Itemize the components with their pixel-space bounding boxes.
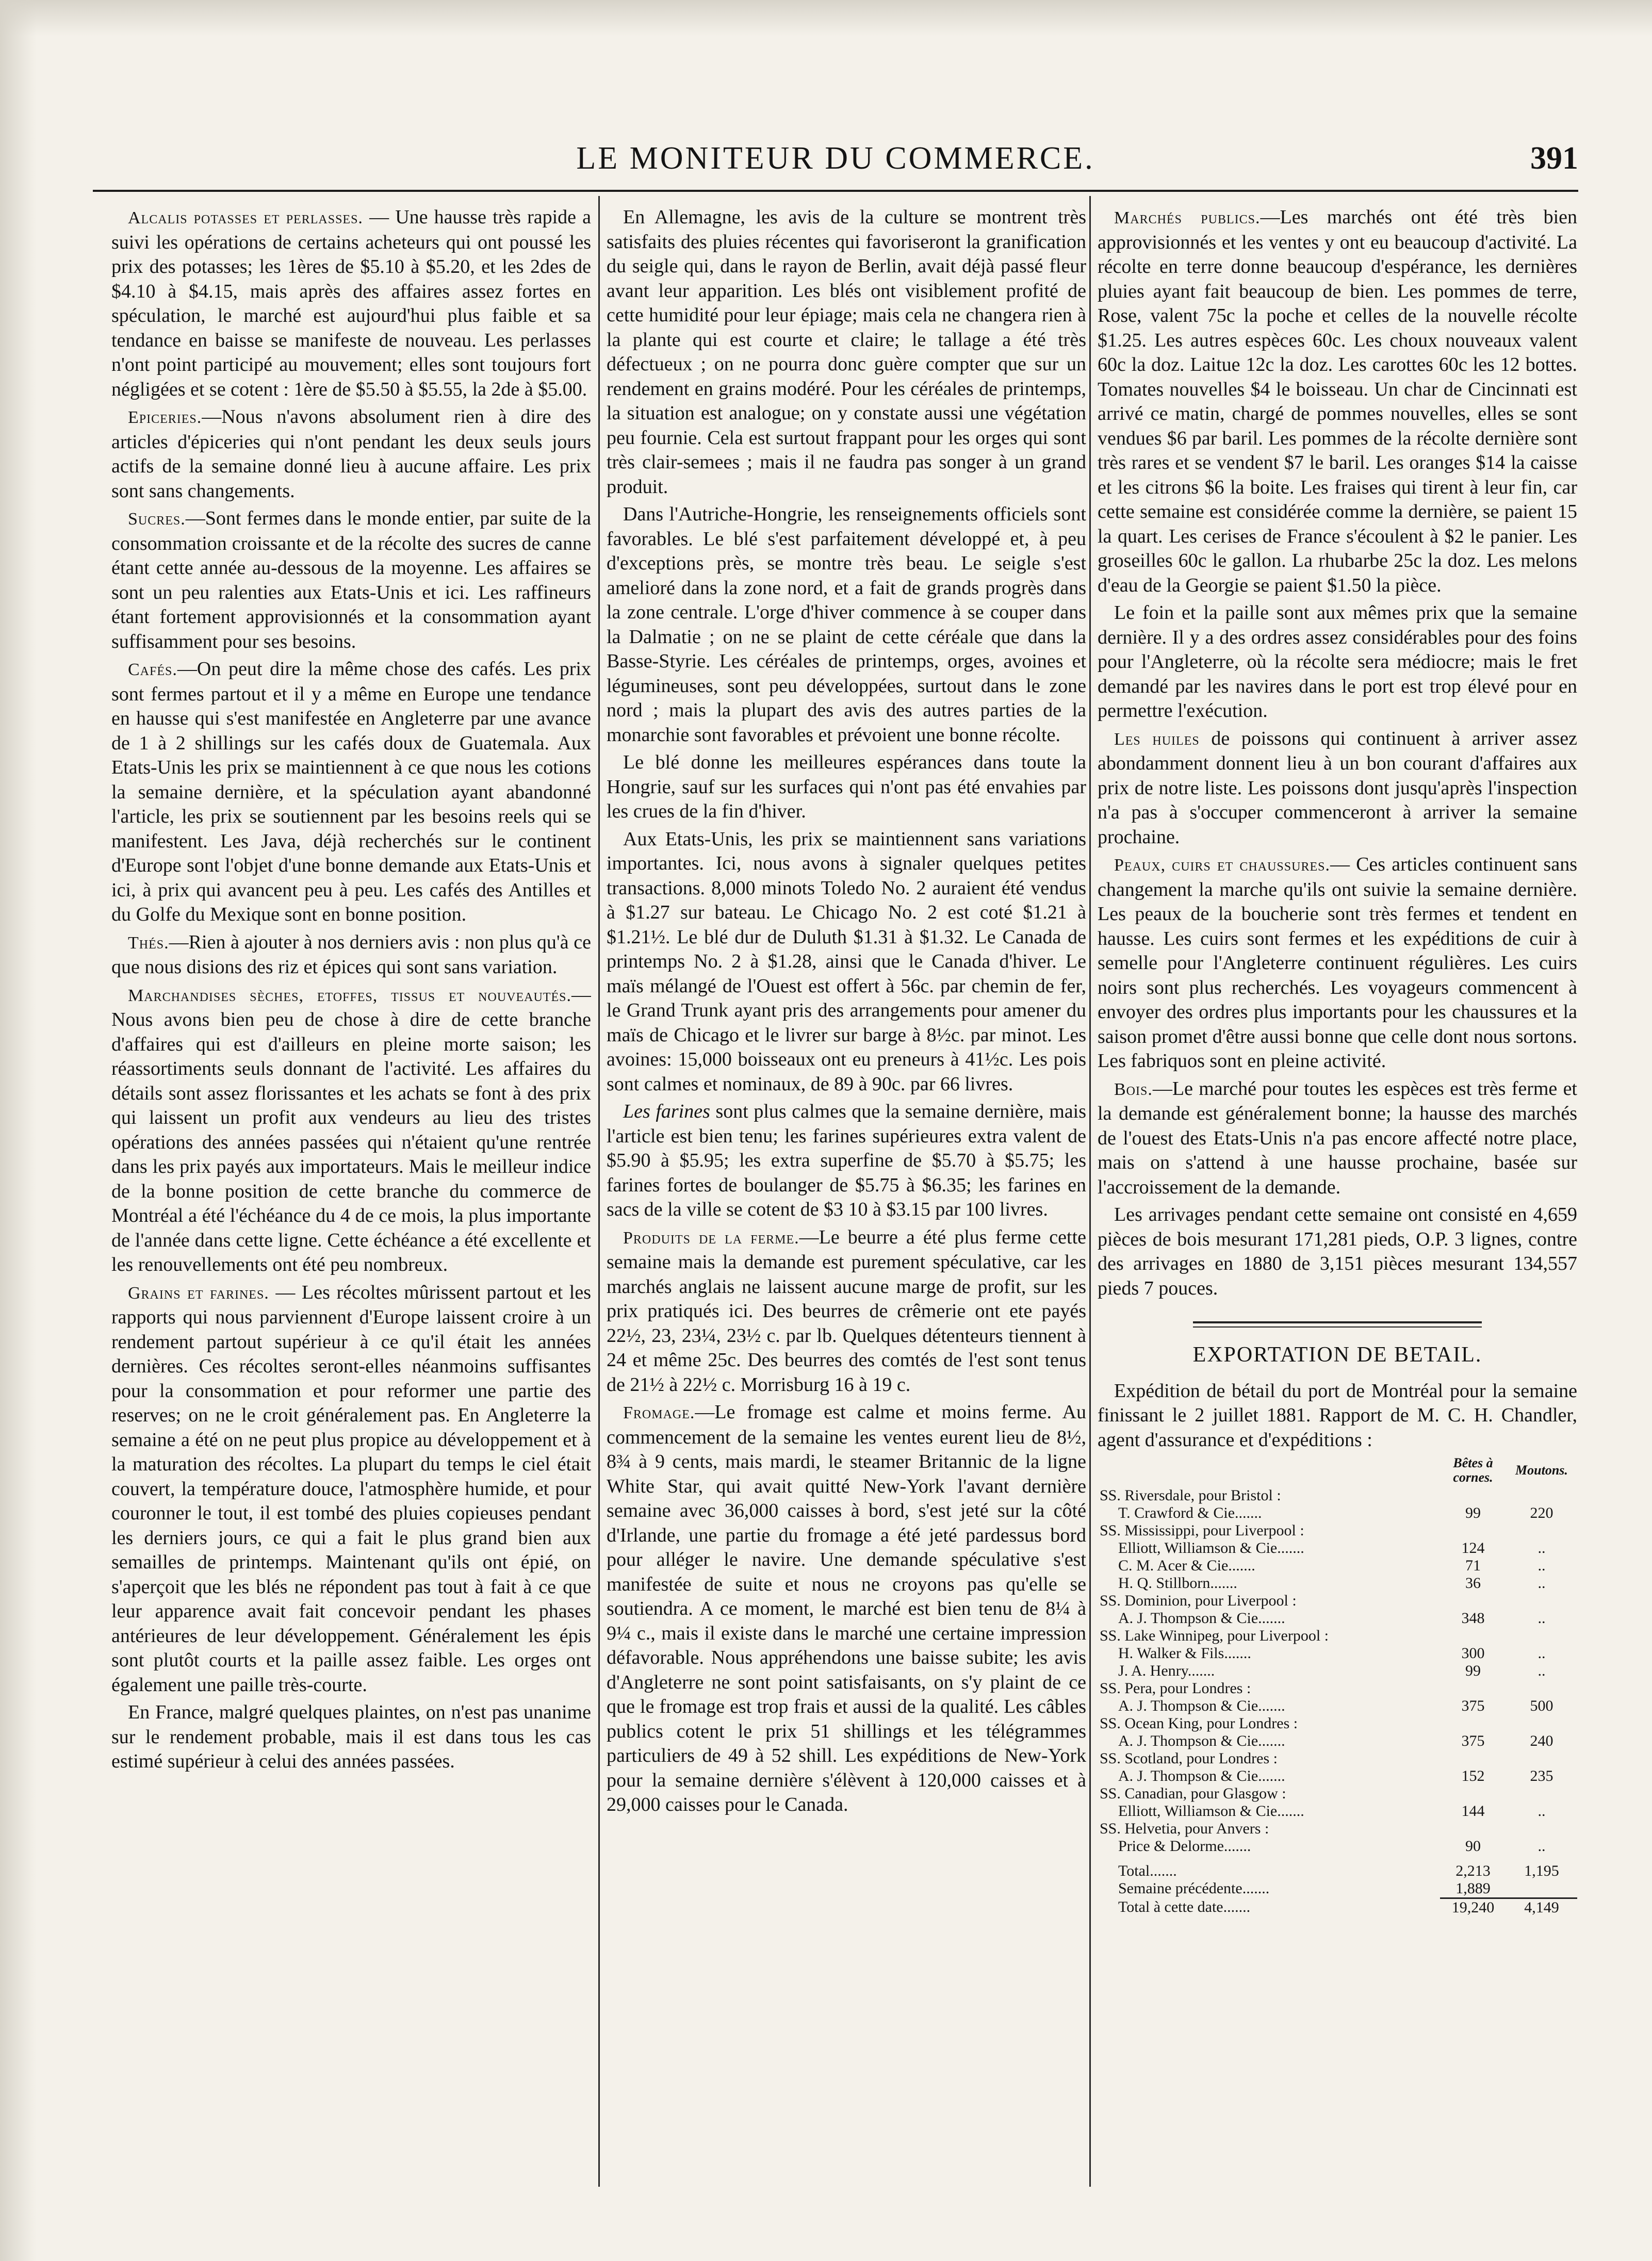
sheep-count: 500 xyxy=(1530,1697,1553,1714)
article-bois xyxy=(1098,1077,1577,1200)
previous-label: Semaine précédente....... xyxy=(1118,1880,1270,1897)
ship-name: SS. Ocean King, pour Londres : xyxy=(1100,1715,1298,1732)
ship-name: SS. Dominion, pour Liverpool : xyxy=(1100,1592,1297,1609)
sheep-count: 240 xyxy=(1530,1732,1553,1749)
section-heading: Les huiles xyxy=(1114,729,1200,749)
export-table-header xyxy=(1098,1455,1577,1487)
column-divider xyxy=(598,196,600,2187)
ship-name: SS. Lake Winnipeg, pour Liverpool : xyxy=(1100,1627,1329,1644)
export-table-body xyxy=(1098,1487,1577,1855)
shipper-name: A. J. Thompson & Cie....... xyxy=(1118,1767,1285,1784)
sheep-count: .. xyxy=(1537,1610,1546,1627)
paragraph-text: — Les récoltes mûrissent partout et les rapports qui nous parviennent d'Europe laissent croire à un rendement partout supérieur à ce qu'il était les années dernières. Ces récoltes seront-elles néanmoins suffisantes pour la consommation et pour reformer une partie des reserves; on ne le croit généralement pas. En Angleterre la semaine a été on ne peut plus propice au développement et à la maturation des récoltes. La plupart du temps le ciel était couvert, la température douce, l'atmosphère humide, et pour couronner le tout, il est tombé des pluies copieuses pendant les derniers jours, ce qui a fait le plus grand bien aux semailles de printemps. Maintenant qu'ils ont épié, on s'aperçoit que les blés ne répondent pas tout à fait à ce que leur apparence avait fait concevoir pendant les phases antérieures de leur développement. Généralement les épis sont plutôt courts et la paille assez faible. Les orges ont également une paille très-courte. xyxy=(111,1281,591,1696)
cattle-count xyxy=(1440,1627,1506,1645)
sheep-count: 235 xyxy=(1530,1767,1553,1784)
sheep-count xyxy=(1506,1627,1577,1645)
sheep-count: .. xyxy=(1537,1575,1546,1592)
cattle-count: 152 xyxy=(1461,1767,1485,1784)
article-marchandises xyxy=(111,983,591,1277)
sheep-count: .. xyxy=(1537,1645,1546,1662)
sheep-count: 220 xyxy=(1530,1504,1553,1521)
shipper-row xyxy=(1098,1610,1577,1627)
article-peaux xyxy=(1098,853,1577,1074)
column-1 xyxy=(111,205,591,2186)
total-cattle: 2,213 xyxy=(1455,1862,1491,1879)
section-heading: Cafés. xyxy=(128,660,177,679)
ship-row xyxy=(1098,1820,1577,1838)
article-farines xyxy=(607,1100,1086,1222)
paragraph-text: — Ces articles continuent sans changement la marche qu'ils ont suivie la semaine dernière. Les peaux de la boucherie sont très fermes et tendent en hausse. Les cuirs sont fermes et les expéditions de cuir à semelle pour l'Angleterre continuent régulières. Les cuirs noirs sont plus recherchés. Les voyageurs commencent à envoyer des ordres plus importants pour les chaussures et la saison promet d'être aussi bonne que celle dont nous sortons. Les fabriquos sont en pleine activité. xyxy=(1098,854,1577,1072)
ship-row xyxy=(1098,1750,1577,1767)
sheep-count: .. xyxy=(1537,1557,1546,1574)
article-arrivages: Les arrivages pendant cette semaine ont consisté en 4,659 pièces de bois mesurant 171,281 pieds, O.P. 3 lignes, contre des arrivages en 1880 de 3,151 pièces mesurant 134,557 pieds 7 pouces. xyxy=(1098,1204,1577,1299)
article-huiles xyxy=(1098,727,1577,850)
section-heading: Alcalis potasses et perlasses. xyxy=(128,208,363,227)
ship-name: SS. Scotland, pour Londres : xyxy=(1100,1750,1278,1767)
cattle-count: 71 xyxy=(1465,1557,1481,1574)
shipper-row xyxy=(1098,1645,1577,1662)
article-epiceries xyxy=(111,405,591,503)
cattle-count xyxy=(1440,1820,1506,1838)
shipper-name: J. A. Henry....... xyxy=(1118,1662,1215,1679)
shipper-name: A. J. Thompson & Cie....... xyxy=(1118,1610,1285,1627)
column-3 xyxy=(1098,205,1577,2186)
cattle-count xyxy=(1440,1487,1506,1504)
export-table xyxy=(1098,1455,1577,1916)
shipper-name: Price & Delorme....... xyxy=(1118,1838,1251,1855)
article-hongrie: Le blé donne les meilleures espérances dans toute la Hongrie, sauf sur les surfaces qui n'ont pas été envahies par les crues de la fin d'hiver. xyxy=(607,751,1086,822)
ship-name: SS. Pera, pour Londres : xyxy=(1100,1680,1251,1697)
ship-row xyxy=(1098,1627,1577,1645)
shipper-name: H. Q. Stillborn....... xyxy=(1118,1575,1237,1592)
article-foin: Le foin et la paille sont aux mêmes prix que la semaine dernière. Il y a des ordres assez considérables pour des foins pour l'Angleterre, où la récolte sera médiocre; mais le fret demandé par les navires dans le port est trop élevé pour en permettre l'exécution. xyxy=(1098,602,1577,722)
section-heading: Peaux, cuirs et chaussures. xyxy=(1114,856,1330,875)
shipper-row xyxy=(1098,1662,1577,1680)
paragraph-text: — Nous avons bien peu de chose à dire de cette branche d'affaires qui est d'ailleurs en pleine morte saison; les réassortiments seuls donnant de l'activité. Les affaires du détails sont assez florissantes et les achats se font à des prix qui laissent un profit aux vendeurs au lieu des tristes opérations des années passées qui n'étaient qu'une rentrée dans les prix payés aux importateurs. Mais le meilleur indice de la bonne position de cette branche du commerce de Montréal a été l'échéance du 4 de ce mois, la plus importante de l'année dans cette ligne. Cette échéance a été excellente et les renouvellements ont été peu nombreux. xyxy=(111,984,591,1275)
sheep-count xyxy=(1506,1820,1577,1838)
sheep-count xyxy=(1506,1750,1577,1767)
page-edge-shadow-left xyxy=(0,0,36,2261)
cattle-count xyxy=(1440,1680,1506,1697)
previous-sheep xyxy=(1506,1880,1577,1898)
shipper-name: C. M. Acer & Cie....... xyxy=(1118,1557,1255,1574)
cattle-count: 99 xyxy=(1465,1504,1481,1521)
shipper-row xyxy=(1098,1504,1577,1522)
total-row xyxy=(1098,1855,1577,1880)
shipper-name: Elliott, Williamson & Cie....... xyxy=(1118,1803,1304,1820)
ship-name: SS. Canadian, pour Glasgow : xyxy=(1100,1785,1286,1802)
sheep-count xyxy=(1506,1785,1577,1803)
shipper-row xyxy=(1098,1838,1577,1855)
cattle-count: 124 xyxy=(1461,1539,1485,1557)
shipper-row xyxy=(1098,1539,1577,1557)
article-sucres xyxy=(111,506,591,654)
article-allemagne: En Allemagne, les avis de la culture se montrent très satisfaits des pluies récentes qui favoriseront la granification du seigle qui, dans le rayon de Berlin, avait déjà passé fleur avant leur apparition. Les blés ont visiblement profité de cette humidité pour leur épiage; mais cela ne changera rien à la plante qui est courte et claire; le tallage a été très défectueux ; on ne pourra donc guère compter que sur un rendement en grains modéré. Pour les céréales de printemps, la situation est analogue; on y constate aussi une végétation peu fournie. Cela est surtout frappant pour les orges qui sont très clair-semees ; mais il ne faudra pas songer à un grand produit. xyxy=(607,206,1086,498)
article-alcalis xyxy=(111,205,591,402)
article-produits-ferme xyxy=(607,1225,1086,1398)
shipper-row xyxy=(1098,1557,1577,1575)
to-date-sheep: 4,149 xyxy=(1524,1899,1559,1916)
shipper-name: T. Crawford & Cie....... xyxy=(1118,1504,1262,1521)
column-divider xyxy=(1089,196,1091,2187)
section-heading: Grains et farines. xyxy=(128,1283,269,1303)
shipper-row xyxy=(1098,1732,1577,1750)
cattle-count xyxy=(1440,1522,1506,1539)
sheep-count xyxy=(1506,1715,1577,1732)
cattle-count: 375 xyxy=(1461,1732,1485,1749)
ship-row xyxy=(1098,1680,1577,1697)
section-heading: Marchandises sèches, etoffes, tissus et nouveautés. xyxy=(128,986,571,1005)
cattle-count: 144 xyxy=(1461,1803,1485,1820)
section-heading: Thés. xyxy=(128,933,169,953)
article-thes xyxy=(111,930,591,980)
column-2 xyxy=(607,205,1086,2186)
shipper-name: Elliott, Williamson & Cie....... xyxy=(1118,1539,1304,1557)
section-heading: Sucres. xyxy=(128,510,186,529)
article-france: En France, malgré quelques plaintes, on n'est pas unanime sur le rendement probable, mais il est dans tous les cas estimé supérieur à celui des années passées. xyxy=(111,1701,591,1772)
ship-name: SS. Mississippi, pour Liverpool : xyxy=(1100,1522,1304,1539)
cattle-count xyxy=(1440,1785,1506,1803)
ship-row xyxy=(1098,1592,1577,1610)
cattle-count: 90 xyxy=(1465,1838,1481,1855)
total-sheep: 1,195 xyxy=(1524,1862,1559,1879)
article-fromage xyxy=(607,1400,1086,1817)
ship-row xyxy=(1098,1715,1577,1732)
cattle-count: 300 xyxy=(1461,1645,1485,1662)
shipper-name: A. J. Thompson & Cie....... xyxy=(1118,1732,1285,1749)
paragraph-text: —Sont fermes dans le monde entier, par suite de la consommation croissante et de la récolte des sucres de canne étant cette année au-dessous de la moyenne. Les affaires se sont un peu ralenties aux Etats-Unis et ici. Les raffineurs étant fortement approvisionnés et la consommation ayant suffisamment pour ses besoins. xyxy=(111,507,591,652)
cattle-count xyxy=(1440,1750,1506,1767)
ship-row xyxy=(1098,1785,1577,1803)
col-header-sheep: Moutons. xyxy=(1515,1463,1568,1478)
paragraph-text: —Nous n'avons absolument rien à dire des articles d'épiceries qui n'ont pendant les deux seuls jours actifs de la semaine donné lieu à aucune affaire. Les prix sont sans changements. xyxy=(111,406,591,502)
section-heading: Epiceries. xyxy=(128,408,202,427)
section-separator xyxy=(1193,1321,1482,1328)
sheep-count: .. xyxy=(1537,1838,1546,1855)
paragraph-text: de poissons qui continuent à arriver assez abondamment donnent lieu à un bon courant d'affaires aux prix de notre liste. Les poissons dont jusqu'après l'inspection n'a pas à s'occuper commenceront à arriver la semaine prochaine. xyxy=(1098,727,1577,848)
article-grains xyxy=(111,1281,591,1698)
ship-name: SS. Helvetia, pour Anvers : xyxy=(1100,1820,1269,1837)
paragraph-text: —On peut dire la même chose des cafés. Les prix sont fermes partout et il y a même en Europe une tendance en hausse qui s'est manifestée en Angleterre par une avance de 1 à 2 shillings sur les cafés doux de Guatemala. Aux Etats-Unis les prix se maintiennent à ce que nous les cotions la semaine dernière, et la spéculation ayant abandonné l'article, les prix se soutiennent par les besoins reels qui se manifestent. Les Java, déjà recherchés sur le continent d'Europe sont l'objet d'une bonne demande aux Etats-Unis et ici, à prix qui avancent peu à peu. Les cafés des Antilles et du Golfe du Mexique sont en bonne position. xyxy=(111,658,591,925)
page-number: 391 xyxy=(1530,141,1578,176)
sheep-count: .. xyxy=(1537,1662,1546,1679)
shipper-row xyxy=(1098,1575,1577,1592)
export-section-title: EXPORTATION DE BETAIL. xyxy=(1192,1343,1482,1367)
paragraph-text: sont plus calmes que la semaine dernière, mais l'article est bien tenu; les farines supérieures extra valent de $5.90 à $5.95; les extra superfine de $5.70 à $5.75; les farines fortes de boulanger de $5.75 à $6.35; les farines en sacs de la ville se cotent de $3 10 à $3.15 par 100 livres. xyxy=(607,1101,1086,1220)
page-edge-shadow xyxy=(0,0,1652,36)
article-etats-unis: Aux Etats-Unis, les prix se maintiennent sans variations importantes. Ici, nous avons à signaler quelques petites transactions. 8,000 minots Toledo No. 2 auraient été vendus à $1.27 sur bateau. Le Chicago No. 2 est coté $1.21 à $1.21½. Le blé dur de Duluth $1.31 à $1.32. Le Canada de printemps No. 2 à $1.28, ainsi que le Canada d'hiver. Le maïs mélangé de l'Ouest est offert à 56c. par chemin de fer, le Grand Trunk ayant pris des arrangements pour amener du maïs de Chicago et le livrer sur barge à 8½c. par minot. Les avoines: 15,000 boisseaux ont eu preneurs à 41½c. Les pois sont calmes et nominaux, de 89 à 90c. par 66 livres. xyxy=(607,828,1086,1095)
shipper-name: A. J. Thompson & Cie....... xyxy=(1118,1697,1285,1714)
ship-row xyxy=(1098,1522,1577,1539)
paragraph-text: — Une hausse très rapide a suivi les opérations de certains acheteurs qui ont poussé les prix des potasses; les 1ères de $5.10 à $5.20, et les 2des de $4.10 à $4.15, mais après des affaires assez fortes en spéculation, le marché est aujourd'hui plus faible et sa tendance en baisse se manifeste de nouveau. Les perlasses n'ont point participé au mouvement; elles sont toujours fort négligées et se cotent : 1ère de $5.50 à $5.55, la 2de à $5.00. xyxy=(111,206,591,400)
ship-name: SS. Riversdale, pour Bristol : xyxy=(1100,1487,1281,1504)
article-cafes xyxy=(111,657,591,927)
sheep-count xyxy=(1506,1592,1577,1610)
paragraph-text: —Rien à ajouter à nos derniers avis : non plus qu'à ce que nous disions des riz et épices qui sont sans variation. xyxy=(111,931,591,978)
to-date-label: Total à cette date....... xyxy=(1118,1898,1251,1915)
previous-cattle: 1,889 xyxy=(1440,1880,1506,1898)
paragraph-text: —Le marché pour toutes les espèces est très ferme et la demande est généralement bonne; la hausse des marchés de l'ouest des Etats-Unis n'a pas encore affecté notre place, mais on s'attend à une hausse prochaine, basée sur l'accroissement de la demande. xyxy=(1098,1077,1577,1198)
section-heading: Marchés publics. xyxy=(1114,208,1261,227)
to-date-row xyxy=(1098,1898,1577,1917)
article-marches-publics xyxy=(1098,205,1577,598)
newspaper-title: LE MONITEUR DU COMMERCE. xyxy=(576,141,1095,176)
cattle-count xyxy=(1440,1715,1506,1732)
total-label: Total....... xyxy=(1118,1862,1177,1879)
section-heading: Bois. xyxy=(1114,1079,1153,1099)
section-heading: Produits de la ferme. xyxy=(623,1228,799,1248)
page-header xyxy=(93,135,1578,182)
cattle-count: 99 xyxy=(1465,1662,1481,1679)
shipper-name: H. Walker & Fils....... xyxy=(1118,1645,1251,1662)
sheep-count xyxy=(1506,1487,1577,1504)
cattle-count: 375 xyxy=(1461,1697,1485,1714)
previous-week-row xyxy=(1098,1880,1577,1898)
sheep-count xyxy=(1506,1680,1577,1697)
paragraph-text: —Les marchés ont été très bien approvisionnés et les ventes y ont eu beaucoup d'activité. La récolte en terre donne beaucoup d'espérance, les dernières pluies ayant fait beaucoup de bien. Les pommes de terre, Rose, valent 75c la poche et celles de la nouvelle récolte $1.25. Les autres espèces 60c. Les choux nouveaux valent 60c la doz. Laitue 12c la doz. Les carottes 60c les 12 bottes. Tomates nouvelles $4 le boisseau. Un char de Cincinnati est arrivé ce matin, chargé de pommes nouvelles, elles se sont vendues $6 par baril. Les pommes de la récolte dernière sont très rares et se vendent $7 le baril. Les oranges $14 la caisse et les citrons $6 la boite. Les fraises qui tirent à leur fin, car cette semaine est considérée comme la dernière, se paient 15 la quart. Les cerises de France s'écoulent à $2 le panier. Les groseilles 60c le gallon. La rhubarbe 25c la doz. Les melons d'eau de la Georgie se paient $1.50 la pièce. xyxy=(1098,206,1577,596)
paragraph-text: —Le beurre a été plus ferme cette semaine mais la demande est purement spéculative, car les marchés anglais ne laissent aucune marge de profit, sur les prix pratiqués ici. Des beurres de crêmerie ont ete payés 22½, 23, 23¼, 23½ c. par lb. Quelques détenteurs tiennent à 24 et même 25c. Des beurres des comtés de l'est sont tenus de 21½ à 22½ c. Morrisburg 16 à 19 c. xyxy=(607,1226,1086,1396)
cattle-count: 36 xyxy=(1465,1575,1481,1592)
paragraph-text: —Le fromage est calme et moins ferme. Au commencement de la semaine les ventes eurent lieu de 8½, 8¾ à 9 cents, mais mardi, le steamer Britannic de la ligne White Star, qui avait quitté New-York l'avant dernière semaine avec 36,000 caisses à bord, s'est jeté sur la côté d'Irlande, une partie du fromage a été jeté pardessus bord pour alléger le navire. Une demande spéculative s'est manifestée de suite et nous ne croyons pas qu'elle se soutiendra. A ce moment, le marché est bien tenu de 8¼ à 9¼ c., mais il existe dans le marché une certaine impression défavorable. Nous appréhendons une baisse subite; les avis d'Angleterre ne sont point satisfaisants, on s'y plaint de ce que le fromage est trop frais et aussi de la qualité. Les câbles publics cotent le prix 51 shillings et les télégrammes particuliers de 49 à 52 shill. Les expéditions de New-York pour la semaine dernière s'élèvent à 120,000 caisses et à 29,000 caisses pour le Canada. xyxy=(607,1401,1086,1815)
ship-row xyxy=(1098,1487,1577,1504)
sheep-count xyxy=(1506,1522,1577,1539)
export-intro: Expédition de bétail du port de Montréal pour la semaine finissant le 2 juillet 1881. Rapport de M. C. H. Chandler, agent d'assurance et d'expéditions : xyxy=(1098,1380,1577,1451)
shipper-row xyxy=(1098,1697,1577,1715)
sheep-count: .. xyxy=(1537,1539,1546,1557)
to-date-cattle: 19,240 xyxy=(1451,1899,1495,1916)
shipper-row xyxy=(1098,1803,1577,1820)
shipper-row xyxy=(1098,1767,1577,1785)
header-rule xyxy=(93,190,1578,192)
cattle-count: 348 xyxy=(1461,1610,1485,1627)
sheep-count: .. xyxy=(1537,1803,1546,1820)
cattle-count xyxy=(1440,1592,1506,1610)
col-header-cattle: Bêtes à cornes. xyxy=(1453,1455,1493,1485)
article-autriche: Dans l'Autriche-Hongrie, les renseignements officiels sont favorables. Le blé s'est parfaitement développé et, à peu d'exceptions près, se montre très beau. Le seigle s'est amelioré dans la zone nord, et a fait de grands progrès dans la zone centrale. L'orge d'hiver commence à se couper dans la Dalmatie ; on ne se plaint de cette céréale que dans la Basse-Styrie. Les céréales de printemps, orges, avoines et légumineuses, sont peu développées, surtout dans le zone nord ; mais la plupart des avis des autres parties de la monarchie sont favorables et prévoient une bonne récolte. xyxy=(607,503,1086,746)
section-heading: Fromage. xyxy=(623,1403,695,1422)
section-heading: Les farines xyxy=(623,1101,710,1122)
